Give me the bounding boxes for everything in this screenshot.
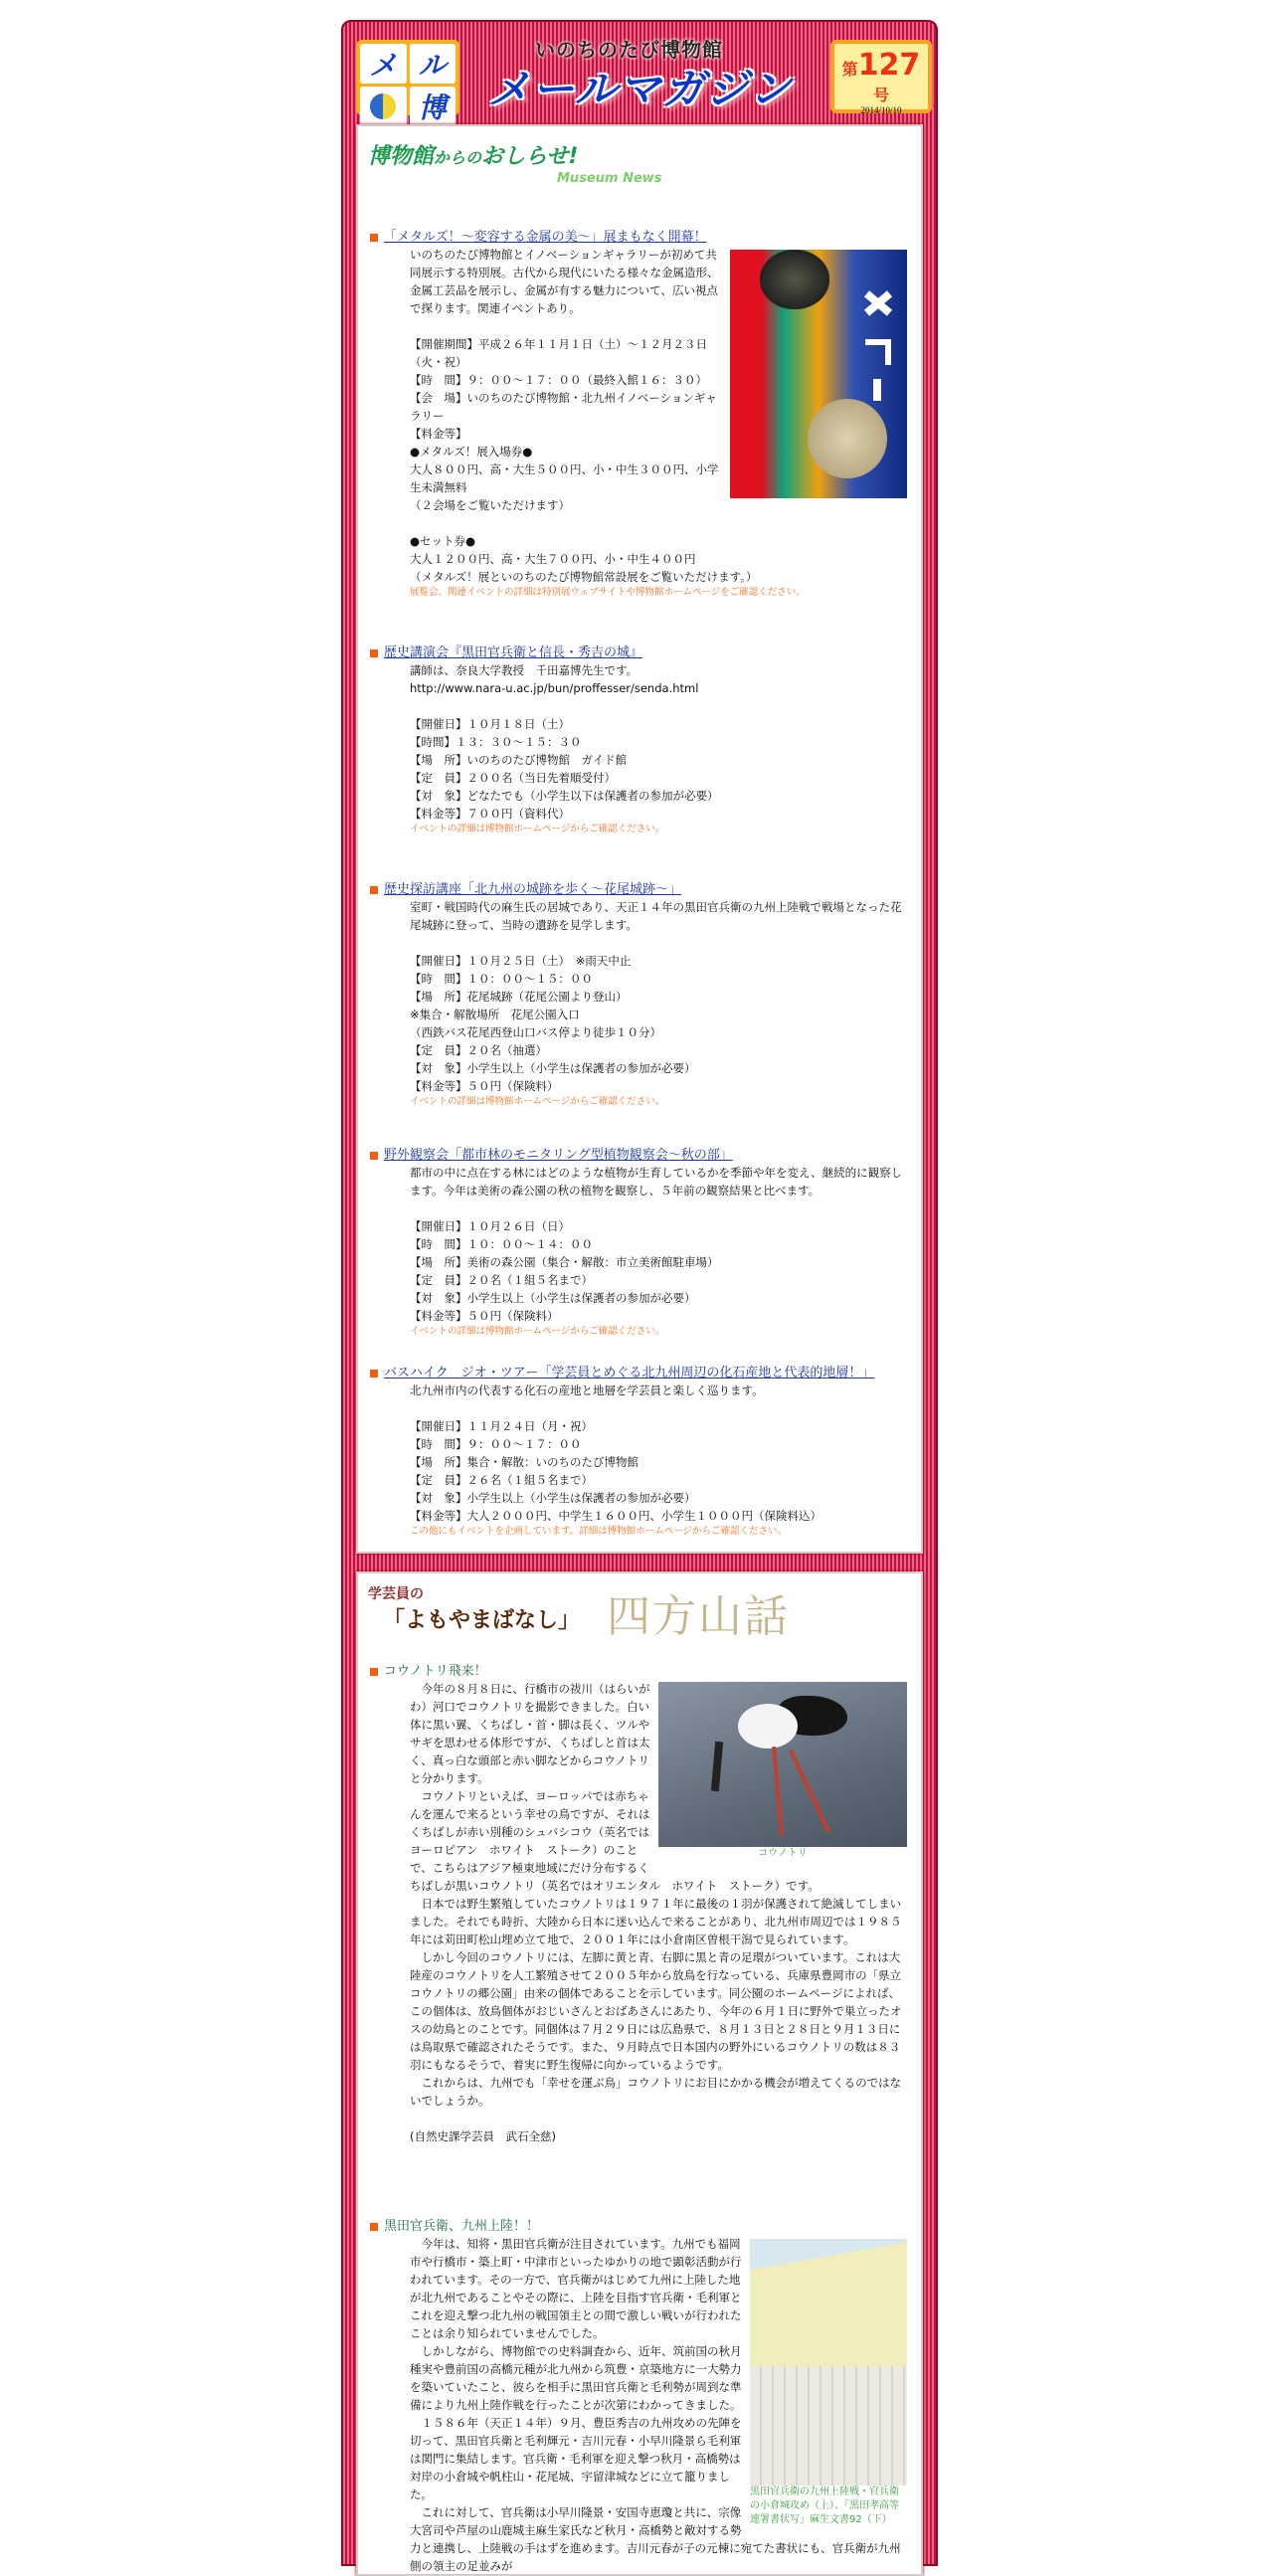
event-line: [410, 697, 907, 715]
issue-number: 127: [857, 48, 921, 83]
figure-caption: コウノトリ: [758, 1848, 808, 1859]
event-line: 【料金等】大人２０００円、中学生１６００円、小学生１０００円（保険料込）: [410, 1509, 821, 1523]
article-paragraph: １５８６年（天正１４年）９月、豊臣秀吉の九州攻めの先陣を切って、黒田官兵衛と毛利輝元・吉川元春・小早川隆景ら毛利軍は関門に集結します。官兵衛・毛利軍を迎え撃つ秋月・高橋勢は対岸の小倉城や帆柱山・花尾城、宇留津城などに立て籠りました。: [410, 2416, 742, 2501]
event-item: [370, 1365, 907, 1539]
column-panel: [356, 1571, 923, 2576]
heading-part: 博物館: [368, 144, 435, 169]
event-line: ※集合・解散場所 花尾公園入口: [410, 1008, 580, 1021]
logo-char: ル: [410, 44, 456, 84]
event-line: [410, 514, 907, 532]
logo-char: メ: [360, 44, 407, 84]
event-line: 【時 間】９：００～１７：００（最終入館１６：３０）: [410, 373, 707, 387]
event-body: [370, 246, 907, 600]
event-line: 【時 間】１０：００～１４：００: [410, 1237, 593, 1251]
stork-photo: [658, 1682, 907, 1847]
column-article: [370, 1663, 907, 2145]
event-line: 【場 所】集合・解散：いのちのたび博物館: [410, 1455, 638, 1469]
heading-part: おしらせ!: [481, 144, 579, 169]
issue-badge: [830, 40, 932, 113]
event-item: [370, 644, 907, 836]
article-title: コウノトリ飛来！: [370, 1663, 907, 1680]
event-title-link[interactable]: 歴史探訪講座「北九州の城跡を歩く～花尾城跡～」: [370, 881, 907, 898]
event-line: 【時 間】９：００～１７：００: [410, 1437, 582, 1451]
event-line: （西鉄バス花尾西登山口バス停より徒歩１０分）: [410, 1025, 661, 1039]
article-paragraph: 今年の８月８日に、行橋市の祓川（はらいがわ）河口でコウノトリを撮影できました。白い体に黒い翼、くちばし・首・脚は長く、ツルやサギを思わせる体形ですが、くちばしと首は太く、真っ白な頭部と赤い脚などからコウノトリと分かります。: [410, 1682, 650, 1785]
event-line: ●セット券●: [410, 534, 476, 548]
article-figure: [658, 1682, 907, 1861]
event-line: 【開催日】１０月１８日（土）: [410, 717, 570, 731]
magazine-title: メールマガジン: [488, 65, 794, 113]
event-title-link[interactable]: 「メタルズ！～変容する金属の美～」展まもなく開幕！: [370, 229, 907, 246]
museum-name: いのちのたび博物館: [535, 38, 723, 62]
article-paragraph: コウノトリといえば、ヨーロッパでは赤ちゃんを運んで来るという幸せの鳥ですが、それはくちばしが赤い別種のシュバシコウ（英名ではヨーロピアン ホワイト ストーク）のことで、こちらはアジア極東地域にだけ分布するくちばしが黒いコウノトリ（英名ではオリエンタル ホワイト ストーク）です。: [410, 1789, 820, 1893]
event-line: 【対 象】小学生以上（小学生は保護者の参加が必要）: [410, 1491, 696, 1505]
battle-map-image: [750, 2239, 907, 2366]
event-line: 大人８００円、高・大生５００円、小・中生３００円、小学生未満無料: [410, 462, 719, 494]
event-line: 【場 所】美術の森公園（集合・解散：市立美術館駐車場）: [410, 1255, 719, 1269]
issue-suffix: 号: [872, 86, 889, 104]
event-line: 【会 場】いのちのたび博物館・北九州イノベーションギャラリー: [410, 391, 717, 423]
event-line: http://www.nara-u.ac.jp/bun/proffesser/senda.html: [410, 681, 699, 695]
article-body: [370, 1680, 907, 2145]
event-line: いのちのたび博物館とイノベーションギャラリーが初めて共同展示する特別展。古代から現代にいたる様々な金属造形、金属工芸品を展示し、金属が有する魅力について、広い視点で探ります。関連イベントあり。: [410, 248, 719, 315]
event-line: 【時間】１３：３０～１５：３０: [410, 735, 582, 749]
issue-prefix: 第: [841, 60, 858, 79]
event-line: 【定 員】２００名（当日先着順受付）: [410, 771, 616, 785]
event-note: イベントの詳細は博物館ホームページからご確認ください。: [410, 1326, 665, 1337]
heading-small: 学芸員の: [368, 1586, 424, 1602]
event-item: [370, 881, 907, 1109]
event-line: 都市の中に点在する林にはどのような植物が生育しているかを季節や年を変え、継続的に観察します。今年は美術の森公園の秋の植物を観察し、５年前の観察結果と比べます。: [410, 1166, 903, 1197]
article-paragraph: しかしながら、博物館での史料調査から、近年、筑前国の秋月種実や豊前国の高橋元種が北九州から筑豊・京築地方に一大勢力を築いていたこと、彼らを相手に黒田官兵衛と毛利勢が周到な準備により九州上陸作戦を行ったことが次第にわかってきました。: [410, 2344, 742, 2412]
event-line: （メタルズ！展といのちのたび博物館常設展をご覧いただけます。）: [410, 570, 758, 584]
event-item: [370, 229, 907, 600]
event-line: ●メタルズ！展入場券●: [410, 445, 533, 459]
event-line: 【定 員】２０名（抽選）: [410, 1043, 547, 1057]
heading-main: 「よもやまばなし」: [383, 1608, 581, 1633]
article-paragraph: しかし今回のコウノトリには、左脚に黄と青、右脚に黒と青の足環がついています。これは大陸産のコウノトリを人工繁殖させて２００５年から放鳥を行なっている、兵庫県豊岡市の「県立コウノトリの郷公園」由来の個体であることを示しています。同公園のホームページによれば、この個体は、放鳥個体がおじいさんとおばあさんにあたり、今年の６月１日に野外で巣立ったオスの幼鳥とのことです。同個体は７月２９日には広島県で、８月１３日と２８日と９月１３日には鳥取県で確認されたそうです。また、９月時点で日本国内の野外にいるコウノトリの数は８３羽にもなるそうで、着実に野生復帰に向かっているようです。: [410, 1950, 902, 2072]
event-line: 【時 間】１０：００～１５：００: [410, 972, 593, 986]
event-line: 講師は、奈良大学教授 千田嘉博先生です。: [410, 663, 638, 677]
event-line: 【料金等】７００円（資料代）: [410, 807, 570, 821]
event-item: [370, 1147, 907, 1339]
event-body: [370, 898, 907, 1109]
event-line: 【開催期間】平成２６年１１月１日（土）～１２月２３日（火・祝）: [410, 337, 707, 369]
article-title: 黒田官兵衛、九州上陸！！: [370, 2218, 907, 2235]
article-paragraph: これからは、九州でも「幸せを運ぶ鳥」コウノトリにお目にかかる機会が増えてくるのではないでしょうか。: [410, 2076, 902, 2108]
heading-en: Museum News: [557, 171, 662, 186]
event-line: 【開催日】１０月２５日（土） ※雨天中止: [410, 954, 632, 968]
event-line: 【料金等】: [410, 427, 467, 441]
museum-news-heading: [368, 144, 662, 187]
event-line: 室町・戦国時代の麻生氏の居城であり、天正１４年の黒田官兵衛の九州上陸戦で戦場となった花尾城跡に登って、当時の遺跡を見学します。: [410, 900, 902, 932]
heading-part: からの: [434, 148, 482, 167]
column-heading: [368, 1585, 905, 1649]
event-line: 【定 員】２６名（１組５名まで）: [410, 1473, 593, 1487]
event-line: 【開催日】１１月２４日（月・祝）: [410, 1419, 593, 1433]
event-line: 【対 象】小学生以上（小学生は保護者の参加が必要）: [410, 1291, 696, 1305]
event-line: 北九州市内の代表する化石の産地と地層を学芸員と楽しく巡ります。: [410, 1383, 764, 1397]
event-title-link[interactable]: バスハイク ジオ・ツアー「学芸員とめぐる北九州周辺の化石産地と代表的地層！」: [370, 1365, 907, 1381]
logo-circle-icon: [360, 87, 407, 126]
logo-char: 博: [410, 87, 456, 126]
document-image: [750, 2366, 907, 2485]
event-body: [370, 661, 907, 836]
figure-caption: 黒田官兵衛の九州上陸戦・官兵衛の小倉城攻め（上）、「黒田孝高等連署書状写」麻生文書92（下）: [750, 2486, 899, 2525]
event-line: 【場 所】花尾城跡（花尾公園より登山）: [410, 990, 628, 1004]
event-line: 【料金等】５０円（保険料）: [410, 1079, 559, 1093]
event-line: 【開催日】１０月２６日（日）: [410, 1219, 570, 1233]
heading-bg: 四方山話: [607, 1591, 790, 1642]
column-article: [370, 2218, 907, 2575]
event-body: [370, 1381, 907, 1539]
metals-poster-image: [730, 250, 907, 498]
newsletter-frame: [341, 20, 938, 2573]
event-note: イベントの詳細は博物館ホームページからご確認ください。: [410, 1096, 665, 1107]
event-line: 【場 所】いのちのたび博物館 ガイド館: [410, 753, 628, 767]
header: [341, 20, 938, 124]
event-note: 展覧会、関連イベントの詳細は特別展ウェブサイトや博物館ホームページをご確認ください。: [410, 587, 806, 598]
event-body: [370, 1164, 907, 1339]
event-title-link[interactable]: 歴史講演会『黒田官兵衛と信長・秀吉の城』: [370, 644, 907, 661]
mel-haku-logo: [356, 40, 459, 124]
event-line: [410, 934, 907, 952]
event-title-link[interactable]: 野外観察会「都市林のモニタリング型植物観察会～秋の部」: [370, 1147, 907, 1164]
issue-date: 2014/10/10: [860, 105, 902, 115]
event-line: （２会場をご覧いただけます）: [410, 498, 570, 512]
event-line: 【定 員】２０名（１組５名まで）: [410, 1273, 593, 1287]
article-paragraph: 今年は、知将・黒田官兵衛が注目されています。九州でも福岡市や行橋市・築上町・中津市といったゆかりの地で顕彰活動が行われています。その一方で、官兵衛がはじめて九州に上陸した地が北九州であることやその際に、上陸を目指す官兵衛・毛利軍とこれを迎え撃つ北九州の戦国領主との間で激しい戦いが行われたことは余り知られていませんでした。: [410, 2237, 742, 2340]
event-line: 【対 象】小学生以上（小学生は保護者の参加が必要）: [410, 1061, 696, 1075]
event-note: イベントの詳細は博物館ホームページからご確認ください。: [410, 824, 665, 834]
event-line: 【料金等】５０円（保険料）: [410, 1309, 559, 1323]
article-paragraph: 日本では野生繁殖していたコウノトリは１９７１年に最後の１羽が保護されて絶滅してしまいました。それでも時折、大陸から日本に迷い込んで来ることがあり、北九州市周辺では１９８５年には苅田町松山埋め立て地で、２００１年には小倉南区曽根干潟で見られています。: [410, 1897, 902, 1946]
event-line: [410, 1399, 907, 1417]
event-note: この他にもイベントを企画しています。詳細は博物館ホームページからご確認ください。: [410, 1526, 788, 1537]
museum-news-panel: [356, 124, 923, 1554]
event-line: [410, 1199, 907, 1217]
article-paragraph: これに対して、官兵衛は小早川隆景・安国寺恵瓊と共に、宗像大宮司や芦屋の山鹿城主麻生家氏など秋月・高橋勢と敵対する勢力と連携し、上陸戦の手はずを進めます。吉川元春が子の元棟に宛てた書状にも、官兵衛が九州側の領主の足並みが: [410, 2505, 901, 2573]
article-signature: (自然史課学芸員 武石全慈): [410, 2129, 556, 2143]
event-line: 大人１２００円、高・大生７００円、小・中生４００円: [410, 552, 696, 566]
event-line: 【対 象】どなたでも（小学生以下は保護者の参加が必要）: [410, 789, 719, 803]
article-figure: [750, 2239, 907, 2527]
article-body: [370, 2235, 907, 2575]
